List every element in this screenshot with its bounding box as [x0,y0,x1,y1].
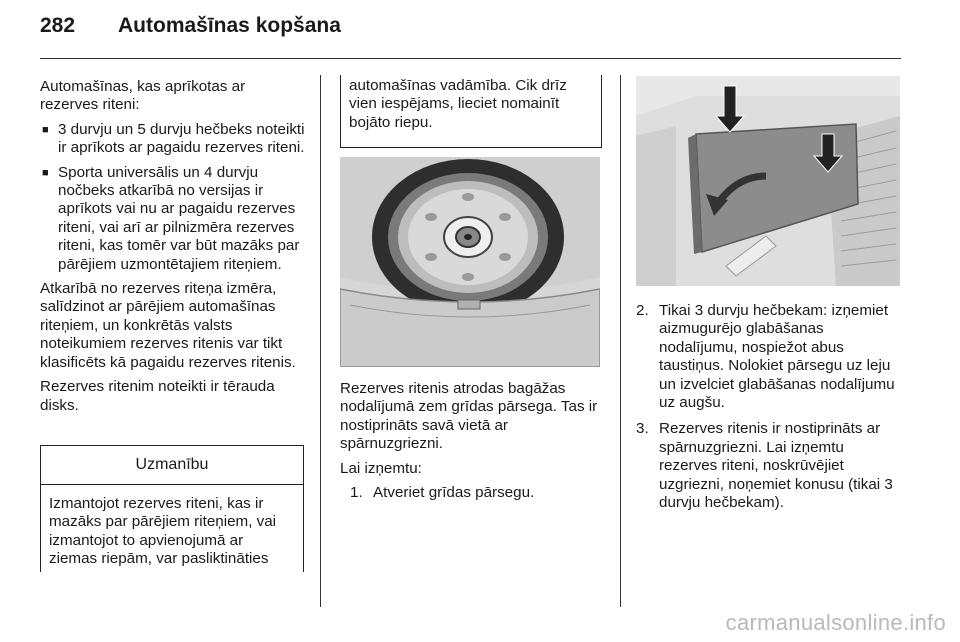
middle-column-text [340,380,605,510]
steps-list [340,484,605,502]
bullet-text: Sporta universālis un 4 durvju nočbeks atkarībā no versijas ir aprīkots vai nu ar pagaidu rezerves riteni, vai arī ar pilnizmēra rezerves riteni, kas tomēr var būt mazāks par pārējiem uzmontētajiem riteņiem. [58,163,300,273]
caution-text: Izmantojot rezerves riteni, kas ir mazāks par pārējiem riteņiem, vai izmantojot to apvienojumā ar ziemas riepām, var pasliktināties [49,495,277,568]
storage-compartment-drawing [636,76,900,286]
step-number: 2. [636,302,649,319]
bullet-item [40,121,305,158]
step-text: Tikai 3 durvju hečbekam: izņemiet aizmugurējo glabāšanas nodalījumu, nospiežot abus taustiņus. Nolokiet pārsegu uz leju un izvelciet glabāšanas nodalījumu uz augšu. [659,302,895,412]
bullet-list [40,121,305,274]
spare-wheel-drawing [340,157,600,367]
step-number: 1. [350,484,363,502]
intro-text: Automašīnas, kas aprīkotas ar rezerves riteni: [40,78,246,114]
column-divider-2 [620,75,621,607]
right-column-text [636,302,904,520]
caution-title: Uzmanību [41,446,303,485]
caution-continuation-text: automašīnas vadāmība. Cik drīz vien iespējams, lieciet nomainīt bojāto riepu. [349,77,567,131]
paragraph: Rezerves ritenis atrodas bagāžas nodalījumā zem grīdas pārsega. Tas ir nostiprināts savā vietā ar spārnuzgriezni. [340,380,598,453]
page-header [40,14,341,38]
storage-compartment-illustration [636,76,900,286]
paragraph: Lai izņemtu: [340,459,422,477]
column-divider-1 [320,75,321,607]
bullet-square-icon: ■ [42,166,49,179]
bullet-text: 3 durvju un 5 durvju hečbeks noteikti ir aprīkots ar pagaidu rezerves riteni. [58,120,305,157]
step-item [636,302,904,412]
bullet-item [40,164,305,274]
spare-wheel-illustration [340,157,600,367]
step-text: Atveriet grīdas pārsegu. [373,484,535,502]
header-divider [40,58,901,59]
step-number: 3. [636,420,649,438]
page-title: Automašīnas kopšana [118,14,341,37]
step-item [636,420,904,512]
page-number: 282 [40,14,76,37]
caution-continuation-box [340,75,602,148]
paragraph: Atkarībā no rezerves riteņa izmēra, salīdzinot ar pārējiem automašīnas riteņiem, un konkrētās valsts noteikumiem rezerves ritenis var tikt klasificēts kā pagaidu rezerves ritenis. [40,280,296,371]
bullet-square-icon: ■ [42,123,49,136]
paragraph: Rezerves ritenim noteikti ir tērauda disks. [40,378,275,414]
steps-list [636,302,904,512]
left-column [40,78,305,421]
caution-box [40,445,304,572]
step-item [350,484,605,502]
watermark: carmanualsonline.info [725,610,946,635]
step-text: Rezerves ritenis ir nostiprināts ar spārnuzgriezni. Lai izņemtu rezerves riteni, noskrūvējiet uzgriezni, noņemiet konusu (tikai 3 durvju hečbekam). [659,420,893,512]
